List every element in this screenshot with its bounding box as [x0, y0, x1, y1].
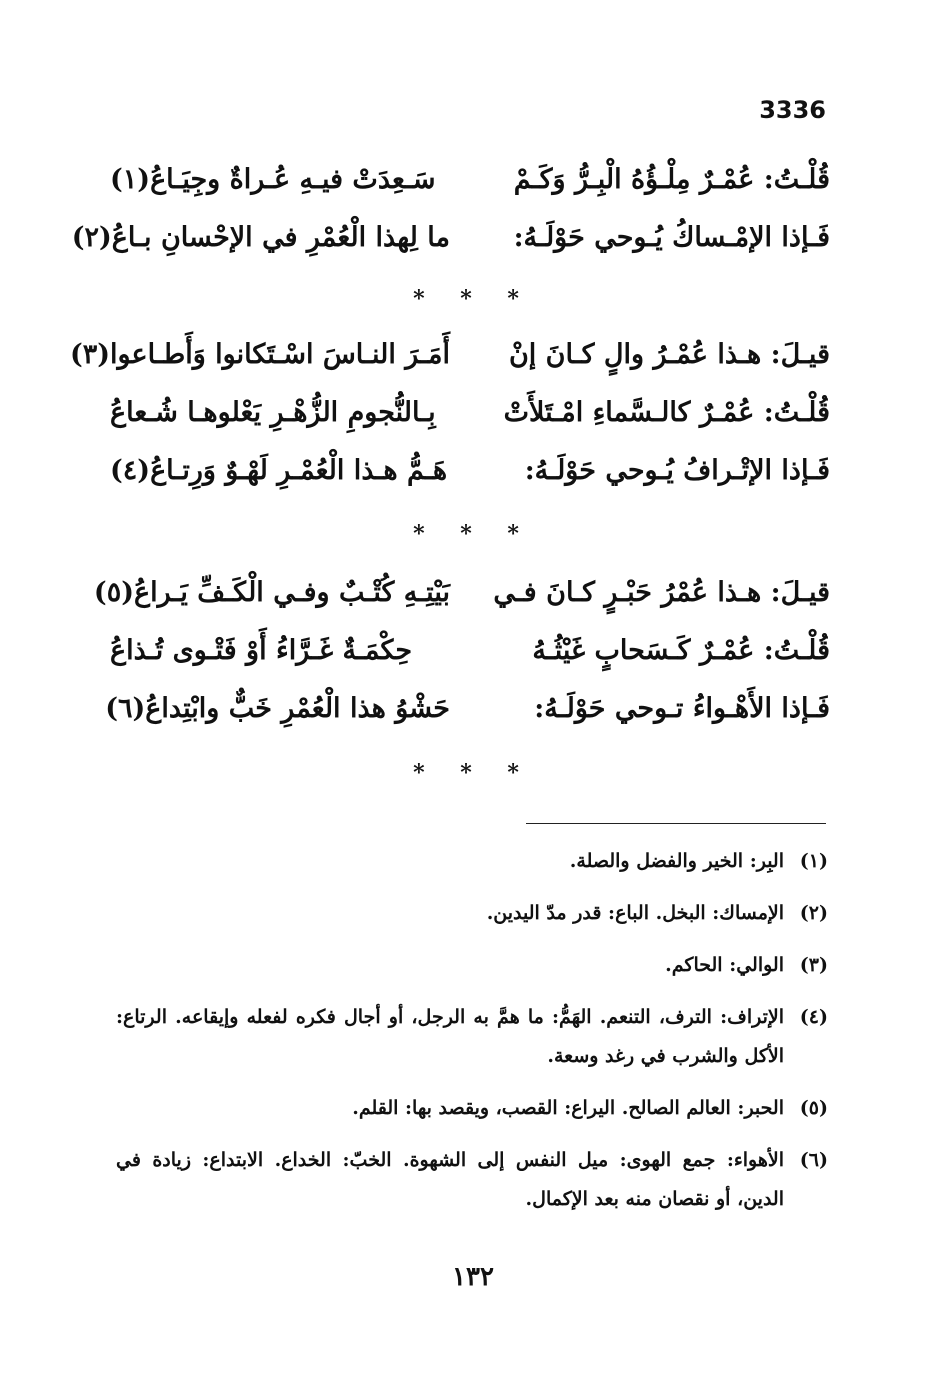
footnote-number: (٤): [799, 1006, 828, 1028]
stanza-separator: * * *: [413, 286, 533, 312]
footnote-text: الأهواء: جمع الهوى: ميل النفس إلى الشهوة. الخبّ: الخداع. الابتداع: زيادة في الدين، أو نقصان منه بعد الإكمال.: [116, 1149, 784, 1210]
footnote: [116, 842, 828, 881]
footnote: [116, 998, 828, 1076]
second-hemistich: بِـالنُّجومِ الزُّهْـرِ يَعْلوهـا شُـعاعُ: [110, 396, 436, 428]
footnote: [116, 1141, 828, 1219]
footnote-number: (٢): [799, 902, 828, 924]
stanza-2: [69, 325, 830, 499]
first-hemistich: قُلْـتُ: عُمْـرٌ مِلْـؤُهُ الْبِـرُّ وَكَـمْ: [513, 163, 830, 195]
second-hemistich: حِكْمَـةٌ غَـرَّاءُ أَوْ فَتْـوى تُـذاعُ: [110, 634, 413, 666]
footnotes: [116, 842, 828, 1232]
footnote-number: (٣): [799, 954, 828, 976]
footnote-text: الإتراف: الترف، التنعم. الهَمُّ: ما همَّ به الرجل، أو أجال فكره لفعله وإيقاعه. الرتاع: الأكل والشرب في رغد وسعة.: [116, 1006, 784, 1067]
first-hemistich: قيـلَ: هـذا عُمْـرُ والٍ كـانَ إنْ: [508, 338, 830, 370]
verse-line: [110, 150, 830, 208]
first-hemistich: قُلْـتُ: عُمْـرٌ كالـسَّماءِ امْـتَلأَتْ: [503, 396, 830, 428]
footnote-number: (١): [799, 850, 828, 872]
footnote-text: البِر: الخير والفضل والصلة.: [569, 850, 784, 872]
first-hemistich: فَـإذا الإتْـرافُ يُـوحي حَوْلَـهُ:: [524, 454, 830, 486]
first-hemistich: قُلْـتُ: عُمْـرٌ كَـسَحابٍ غَيْثُـهُ: [532, 634, 830, 666]
footnote-text: الوالي: الحاكم.: [665, 954, 784, 976]
verse-line: [110, 621, 830, 679]
verse-line: [93, 563, 830, 621]
second-hemistich: ما لِهذا الْعُمْرِ في الإحْسانِ بـاعُ(٢): [71, 221, 450, 253]
page-id: 3336: [759, 96, 826, 124]
verse-line: [105, 679, 830, 737]
verse-line: [110, 441, 830, 499]
second-hemistich: بَيْتِـهِ كُتْـبٌ وفـي الْكَـفِّ يَـراعُ(٥): [93, 576, 450, 608]
verse-line: [69, 325, 830, 383]
second-hemistich: حَشْوُ هذا الْعُمْرِ خَبٌّ وابْتِداعُ(٦): [105, 692, 450, 724]
stanza-1: [71, 150, 830, 266]
footnote-divider: [526, 823, 826, 824]
footnote: [116, 946, 828, 985]
footnote-number: (٥): [799, 1097, 828, 1119]
footnote: [116, 1089, 828, 1128]
verse-line: [110, 383, 830, 441]
stanza-separator: * * *: [413, 521, 533, 547]
first-hemistich: فَـإذا الإمْـساكُ يُـوحي حَوْلَـهُ:: [513, 221, 830, 253]
second-hemistich: أَمَـرَ النـاسَ اسْـتَكانوا وَأَطـاعوا(٣): [69, 338, 450, 370]
second-hemistich: سَـعِدَتْ فيـهِ عُـراةٌ وجِيَـاعُ(١): [110, 163, 436, 195]
footnote-number: (٦): [799, 1149, 828, 1171]
stanza-3: [93, 563, 830, 737]
second-hemistich: هَـمُّ هـذا الْعُمْـرِ لَهْـوٌ وَرِتـاعُ(٤): [110, 454, 448, 486]
verse-line: [71, 208, 830, 266]
first-hemistich: فَـإذا الأَهْـواءُ تـوحي حَوْلَـهُ:: [534, 692, 830, 724]
footnote-text: الحبر: العالم الصالح. اليراع: القصب، ويقصد بها: القلم.: [352, 1097, 784, 1119]
footnote: [116, 894, 828, 933]
page-number: ١٣٢: [452, 1262, 494, 1292]
stanza-separator: * * *: [413, 760, 533, 786]
footnote-text: الإمساك: البخل. الباع: قدر مدّ اليدين.: [486, 902, 784, 924]
first-hemistich: قيـلَ: هـذا عُمْرُ حَبْـرٍ كـانَ فـي: [493, 576, 830, 608]
